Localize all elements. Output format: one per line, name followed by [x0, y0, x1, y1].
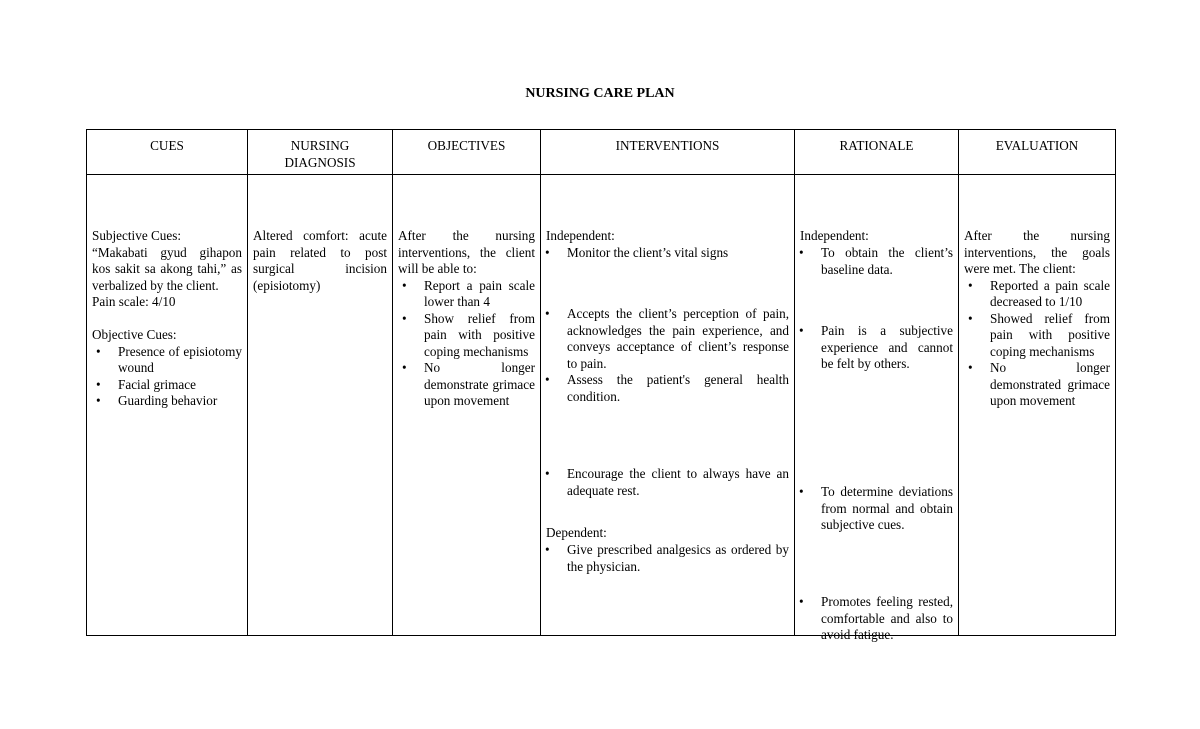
interventions-dependent-label: Dependent: [546, 525, 607, 540]
content-row [87, 175, 1116, 636]
rationale-cell [795, 175, 959, 642]
objective-cues-label: Objective Cues: [92, 327, 177, 342]
list-item: • Show relief from pain with positive coping mechanisms [398, 311, 535, 361]
list-item: • Promotes feeling rested, comfortable and also to avoid fatigue. [795, 594, 953, 644]
objectives-intro: After the nursing interventions, the client will be able to: [398, 228, 535, 276]
objectives-list [398, 278, 535, 410]
pain-scale: Pain scale: 4/10 [92, 294, 176, 309]
subjective-cues-label: Subjective Cues: [92, 228, 182, 243]
diagnosis-cell [248, 175, 393, 636]
list-item: • To obtain the client’s baseline data. [795, 245, 953, 278]
header-objectives: OBJECTIVES [393, 130, 541, 175]
objectives-cell [393, 175, 541, 636]
list-item: • Report a pain scale lower than 4 [398, 278, 535, 311]
evaluation-list [964, 278, 1110, 410]
list-item: • Presence of episiotomy wound [92, 344, 242, 377]
nursing-diagnosis-text: Altered comfort: acute pain related to post surgical incision (episiotomy) [253, 228, 387, 293]
header-rationale: RATIONALE [795, 130, 959, 175]
evaluation-intro: After the nursing interventions, the goals were met. The client: [964, 228, 1110, 276]
list-item: • Accepts the client’s perception of pain, acknowledges the pain experience, and conveys acceptance of client’s response to pain. [541, 306, 789, 372]
header-row [87, 130, 1116, 175]
header-interventions: INTERVENTIONS [541, 130, 795, 175]
header-cues: CUES [87, 130, 248, 175]
objective-cues-list [92, 344, 242, 410]
document-title: NURSING CARE PLAN [525, 86, 675, 101]
list-item: • Monitor the client’s vital signs [541, 245, 789, 262]
header-diagnosis-line1: NURSING [290, 138, 350, 153]
interventions-independent-label: Independent: [546, 228, 615, 243]
list-item: • Guarding behavior [92, 393, 242, 410]
list-item: • Encourage the client to always have an adequate rest. [541, 466, 789, 499]
list-item: • No longer demonstrate grimace upon movement [398, 360, 535, 410]
rationale-item-1-list [795, 245, 953, 278]
nursing-care-plan-table [86, 129, 1116, 642]
rationale-item-2-list [795, 323, 953, 373]
rationale-independent-label: Independent: [800, 228, 869, 243]
header-evaluation: EVALUATION [959, 130, 1116, 175]
list-item: • Assess the patient's general health condition. [541, 372, 789, 405]
intervention-item-1-list [541, 245, 789, 262]
rationale-item-3-list [795, 484, 953, 534]
rationale-item-4-list [795, 594, 953, 644]
list-item: • No longer demonstrated grimace upon movement [964, 360, 1110, 410]
interventions-cell [541, 175, 795, 636]
list-item: • To determine deviations from normal and obtain subjective cues. [795, 484, 953, 534]
header-nursing-diagnosis [248, 130, 393, 175]
list-item: • Facial grimace [92, 377, 242, 394]
list-item: • Showed relief from pain with positive coping mechanisms [964, 311, 1110, 361]
intervention-item-4-list [541, 466, 789, 499]
client-quote: “Makabati gyud gihapon kos sakit sa akong tahi,” as verbalized by the client. [92, 244, 242, 293]
evaluation-cell [959, 175, 1116, 636]
list-item: • Reported a pain scale decreased to 1/10 [964, 278, 1110, 311]
cues-cell [87, 175, 248, 636]
list-item: • Give prescribed analgesics as ordered by the physician. [541, 542, 789, 575]
header-diagnosis-line2: DIAGNOSIS [284, 154, 356, 170]
intervention-item-5-list [541, 542, 789, 575]
intervention-item-2-list [541, 306, 789, 405]
list-item: • Pain is a subjective experience and cannot be felt by others. [795, 323, 953, 373]
